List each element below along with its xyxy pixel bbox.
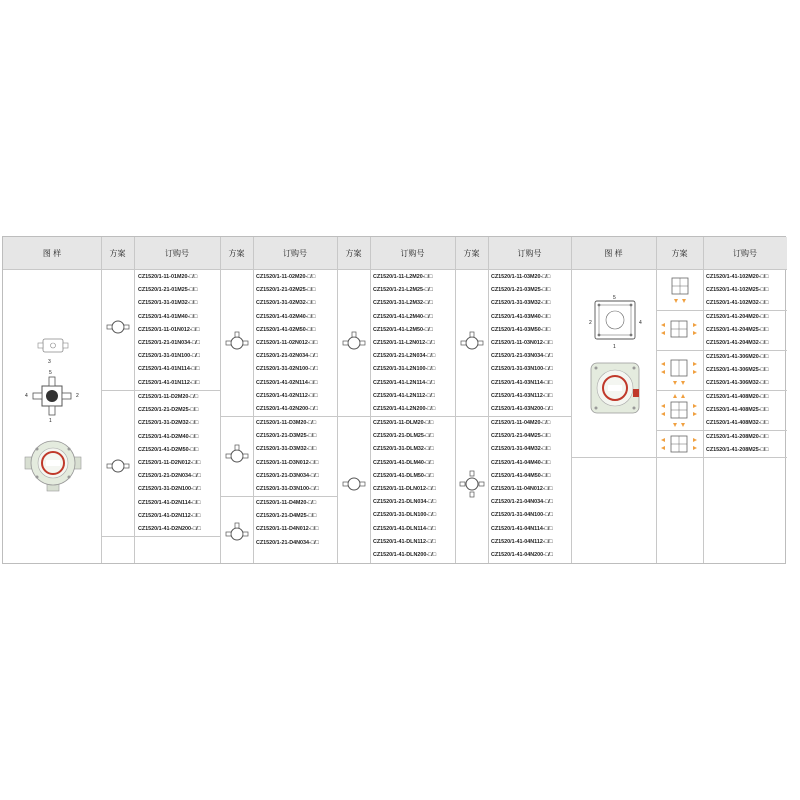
header-scheme-3: 方案	[337, 237, 370, 270]
header-scheme-2: 方案	[220, 237, 253, 270]
scheme-l2-icon	[341, 331, 367, 353]
cross-label-bottom: 1	[49, 418, 52, 424]
header-order-2: 订购号	[253, 237, 337, 270]
order-code: CZ1520/1-41-DLM40-□/□	[373, 459, 434, 466]
header-figure: 图 样	[3, 237, 101, 270]
scheme-02-icon	[224, 331, 250, 353]
order-code: CZ1520/1-41-04N114-□/□	[491, 525, 553, 532]
order-code: CZ1520/1-41-408M20-□/□	[706, 394, 769, 400]
order-code: CZ1520/1-41-02N112-□/□	[256, 392, 318, 399]
order-code: CZ1520/1-41-L2N114-□/□	[373, 379, 435, 386]
order-code: CZ1520/1-41-02N114-□/□	[256, 379, 318, 386]
order-code: CZ1520/1-41-DLN200-□/□	[373, 552, 437, 558]
order-code: CZ1520/1-41-208M25-□/□	[706, 447, 769, 454]
order-code: CZ1520/1-31-04N100-□/□	[491, 512, 553, 519]
small-box-icon	[37, 335, 69, 359]
order-code: CZ1520/1-41-DLM50-□/□	[373, 472, 434, 479]
scheme-102-icon	[665, 275, 695, 307]
order-code: CZ1520/1-41-102M20-□/□	[706, 274, 769, 280]
scheme-306-icon	[659, 354, 699, 388]
cross-junction-icon	[29, 373, 75, 419]
order-code: CZ1520/1-41-01N114-□/□	[138, 366, 200, 373]
order-code: CZ1520/1-41-02M50-□/□	[256, 326, 316, 333]
order-code: CZ1520/1-11-04N012-□/□	[491, 486, 553, 492]
order-code: CZ1520/1-31-02M32-□/□	[256, 300, 316, 307]
order-code: CZ1520/1-31-L2M32-□/□	[373, 300, 433, 307]
order-code: CZ1520/1-11-01M20-□/□	[138, 274, 198, 280]
order-code: CZ1520/1-11-04M20-□/□	[491, 420, 551, 426]
order-code: CZ1520/1-41-03N112-□/□	[491, 392, 553, 399]
order-code: CZ1520/1-41-204M32-□/□	[706, 340, 769, 347]
order-code: CZ1520/1-31-L2N100-□/□	[373, 366, 436, 373]
order-code: CZ1520/1-41-03M50-□/□	[491, 326, 551, 333]
order-code: CZ1520/1-41-L2N200-□/□	[373, 406, 436, 412]
junction-box-photo-icon	[21, 431, 85, 495]
scheme-408-icon	[659, 392, 699, 430]
order-code: CZ1520/1-41-04M50-□/□	[491, 472, 551, 479]
order-code: CZ1520/1-31-03M32-□/□	[491, 300, 551, 307]
order-code: CZ1520/1-21-D4M25-□/□	[256, 513, 317, 520]
header-scheme-4: 方案	[455, 237, 488, 270]
order-code: CZ1520/1-31-04M32-□/□	[491, 446, 551, 453]
order-code: CZ1520/1-11-D2N012-□/□	[138, 460, 201, 466]
sq-label-top: 5	[613, 295, 616, 301]
order-code: CZ1520/1-41-02N200-□/□	[256, 406, 318, 412]
order-code: CZ1520/1-41-208M20-□/□	[706, 434, 769, 440]
cross-label-left: 4	[25, 393, 28, 399]
order-code: CZ1520/1-41-03M40-□/□	[491, 313, 551, 320]
order-code: CZ1520/1-11-DLM20-□/□	[373, 420, 434, 426]
order-code: CZ1520/1-11-L2N012-□/□	[373, 340, 435, 346]
order-code: CZ1520/1-41-DLN114-□/□	[373, 525, 436, 532]
order-code: CZ1520/1-11-DLN012-□/□	[373, 486, 436, 492]
order-code: CZ1520/1-31-DLM32-□/□	[373, 446, 434, 453]
order-code: CZ1520/1-41-04N200-□/□	[491, 552, 553, 558]
order-code: CZ1520/1-41-01N112-□/□	[138, 379, 200, 386]
order-code: CZ1520/1-21-04M25-□/□	[491, 433, 551, 440]
order-code: CZ1520/1-41-L2M40-□/□	[373, 313, 433, 320]
order-code: CZ1520/1-41-102M32-□/□	[706, 300, 769, 307]
order-code: CZ1520/1-41-04N112-□/□	[491, 538, 553, 545]
scheme-03-icon	[459, 331, 485, 353]
order-code: CZ1520/1-41-DLN112-□/□	[373, 538, 436, 545]
header-figure-2: 图 样	[571, 237, 656, 270]
scheme-204-icon	[659, 315, 699, 347]
order-code: CZ1520/1-11-02N012-□/□	[256, 340, 318, 346]
cross-label-top: 5	[49, 370, 52, 376]
sq-label-right: 4	[639, 320, 642, 326]
scheme-01-icon	[105, 317, 131, 337]
order-code: CZ1520/1-41-D2N114-□/□	[138, 499, 201, 506]
order-code: CZ1520/1-11-D4N012-□/□	[256, 526, 319, 533]
order-code: CZ1520/1-11-02M20-□/□	[256, 274, 316, 280]
order-code: CZ1520/1-41-D2M40-□/□	[138, 433, 199, 440]
order-code: CZ1520/1-21-01N034-□/□	[138, 340, 200, 346]
order-code: CZ1520/1-21-04N034-□/□	[491, 499, 553, 506]
order-code: CZ1520/1-41-D2N112-□/□	[138, 512, 201, 519]
cross-label-right: 2	[76, 393, 79, 399]
scheme-208-icon	[659, 433, 699, 455]
order-code: CZ1520/1-31-01N100-□/□	[138, 353, 200, 360]
order-code: CZ1520/1-21-DLN034-□/□	[373, 499, 437, 506]
order-code: CZ1520/1-21-03M25-□/□	[491, 287, 551, 294]
order-code: CZ1520/1-31-D3N100-□/□	[256, 486, 319, 492]
scheme-d4-icon	[224, 522, 250, 544]
order-code: CZ1520/1-41-L2M50-□/□	[373, 326, 433, 333]
order-code: CZ1520/1-21-02M25-□/□	[256, 287, 316, 294]
order-code: CZ1520/1-11-03N012-□/□	[491, 340, 553, 346]
order-code: CZ1520/1-11-D2M20-□/□	[138, 394, 199, 400]
order-code: CZ1520/1-41-306M25-□/□	[706, 367, 769, 374]
square-box-photo-icon	[587, 359, 643, 417]
order-code: CZ1520/1-11-D4M20-□/□	[256, 500, 317, 506]
order-code: CZ1520/1-21-D3M25-□/□	[256, 433, 317, 440]
order-code: CZ1520/1-31-D2N100-□/□	[138, 486, 201, 493]
order-code: CZ1520/1-31-DLN100-□/□	[373, 512, 437, 519]
scheme-dl-icon	[341, 473, 367, 495]
order-code: CZ1520/1-21-D2M25-□/□	[138, 407, 199, 414]
small-box-label: 3	[48, 359, 51, 365]
order-code: CZ1520/1-41-204M25-□/□	[706, 327, 769, 334]
order-code: CZ1520/1-41-204M20-□/□	[706, 314, 769, 320]
scheme-d3-icon	[224, 444, 250, 466]
order-code: CZ1520/1-41-306M20-□/□	[706, 354, 769, 360]
order-code: CZ1520/1-11-03M20-□/□	[491, 274, 551, 280]
order-code: CZ1520/1-41-D2N200-□/□	[138, 526, 201, 532]
order-code: CZ1520/1-41-03N114-□/□	[491, 379, 553, 386]
order-code: CZ1520/1-21-01M25-□/□	[138, 287, 198, 294]
order-code: CZ1520/1-21-02N034-□/□	[256, 353, 318, 360]
order-code: CZ1520/1-41-102M25-□/□	[706, 287, 769, 294]
order-code: CZ1520/1-31-02N100-□/□	[256, 366, 318, 373]
order-code: CZ1520/1-41-04M40-□/□	[491, 459, 551, 466]
order-code: CZ1520/1-41-02M40-□/□	[256, 313, 316, 320]
order-code: CZ1520/1-21-DLM25-□/□	[373, 433, 434, 440]
header-order-5: 订购号	[703, 237, 787, 270]
order-code: CZ1520/1-11-D3M20-□/□	[256, 420, 317, 426]
order-code: CZ1520/1-21-L2M25-□/□	[373, 287, 433, 294]
order-code: CZ1520/1-41-03N200-□/□	[491, 406, 553, 412]
order-code: CZ1520/1-41-408M25-□/□	[706, 407, 769, 414]
scheme-d2-icon	[105, 456, 131, 476]
order-code: CZ1520/1-41-L2N112-□/□	[373, 392, 435, 399]
sq-label-bottom: 1	[613, 344, 616, 350]
order-code: CZ1520/1-21-L2N034-□/□	[373, 353, 436, 360]
product-table	[2, 236, 786, 564]
header-scheme-5: 方案	[656, 237, 703, 270]
order-code: CZ1520/1-11-L2M20-□/□	[373, 274, 433, 280]
header-scheme-1: 方案	[101, 237, 134, 270]
header-order-4: 订购号	[488, 237, 571, 270]
order-code: CZ1520/1-21-D3N034-□/□	[256, 472, 319, 479]
order-code: CZ1520/1-31-01M32-□/□	[138, 300, 198, 307]
order-code: CZ1520/1-41-306M32-□/□	[706, 380, 769, 387]
order-code: CZ1520/1-11-D3N012-□/□	[256, 459, 319, 466]
order-code: CZ1520/1-41-408M32-□/□	[706, 420, 769, 427]
order-code: CZ1520/1-31-D2M32-□/□	[138, 420, 199, 427]
order-code: CZ1520/1-31-D3M32-□/□	[256, 446, 317, 453]
order-code: CZ1520/1-21-03N034-□/□	[491, 353, 553, 360]
header-order-3: 订购号	[370, 237, 455, 270]
order-code: CZ1520/1-21-D4N034-□/□	[256, 539, 319, 546]
order-code: CZ1520/1-41-D2M50-□/□	[138, 446, 199, 453]
scheme-04-icon	[458, 469, 486, 499]
order-code: CZ1520/1-31-03N100-□/□	[491, 366, 553, 373]
sq-label-left: 2	[589, 320, 592, 326]
order-code: CZ1520/1-41-01M40-□/□	[138, 313, 198, 320]
order-code: CZ1520/1-11-01N012-□/□	[138, 326, 200, 333]
header-order-1: 订购号	[134, 237, 220, 270]
order-code: CZ1520/1-21-D2N034-□/□	[138, 473, 201, 480]
